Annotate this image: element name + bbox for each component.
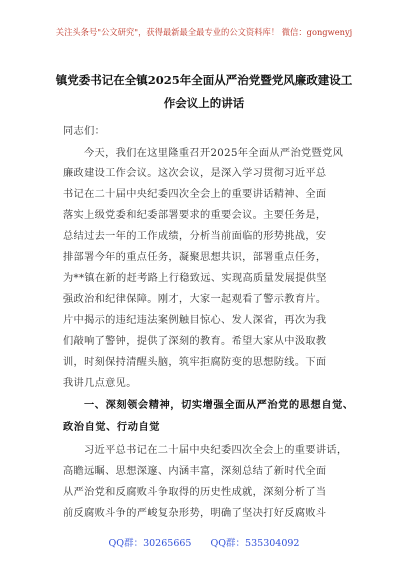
paragraph-line: 前反腐败斗争的严峻复杂形势，明确了坚决打好反腐败斗 (63, 508, 327, 519)
paragraph-line: 片中揭示的违纪违法案例触目惊心、发人深省，再次为我 (63, 315, 327, 326)
document-title-line-1: 镇党委书记在全镇2025年全面从严治党暨党风廉政建设工 (55, 73, 353, 87)
paragraph-line: 训，时刻保持清醒头脑，筑牢拒腐防变的思想防线。下面 (63, 357, 327, 368)
paragraph-line: 们敲响了警钟，提供了深刻的教育。希望大家从中汲取教 (63, 336, 327, 347)
paragraph-line: 廉政建设工作会议。这次会议，是深入学习贯彻习近平总 (63, 168, 327, 179)
paragraph-line: 为**镇在新的赶考路上行稳致远、实现高质量发展提供坚 (63, 273, 327, 284)
section-heading-line-2: 政治自觉、行动自觉 (63, 421, 161, 433)
document-title-line-2: 作会议上的讲话 (163, 96, 245, 110)
section-heading-line-1: 一、深刻领会精神，切实增强全面从严治党的思想自觉、 (84, 399, 354, 411)
paragraph-line: 排部署今年的重点任务，凝聚思想共识，部署重点任务， (63, 252, 327, 263)
paragraph-line: 习近平总书记在二十届中央纪委四次全会上的重要讲话， (84, 445, 348, 456)
footer-contact (0, 535, 408, 549)
paragraph-line: 今天，我们在这里隆重召开2025年全面从严治党暨党风 (84, 148, 344, 159)
paragraph-line: 从严治党和反腐败斗争取得的历史性成就，深刻分析了当 (63, 487, 327, 498)
footer-qq-group-2: QQ群：535304092 (210, 538, 300, 549)
paragraph-line: 高瞻远瞩、思想深邃、内涵丰富，深刻总结了新时代全面 (63, 466, 327, 477)
paragraph-line: 强政治和纪律保障。刚才，大家一起观看了警示教育片。 (63, 294, 327, 305)
paragraph-line: 总结过去一年的工作成绩，分析当前面临的形势挑战，安 (63, 231, 327, 242)
header-banner: 关注头条号"公文研究"，获得最新最全最专业的公文资料库！ 微信：gongwenyj (55, 27, 353, 37)
paragraph-line: 书记在二十届中央纪委四次全会上的重要讲话精神、全面 (63, 189, 327, 200)
paragraph-line: 落实上级党委和纪委部署要求的重要会议。主要任务是， (63, 210, 327, 221)
salutation: 同志们： (63, 126, 106, 137)
footer-qq-group-1: QQ群：30265665 (108, 538, 192, 549)
paragraph-line: 我讲几点意见。 (63, 378, 137, 389)
